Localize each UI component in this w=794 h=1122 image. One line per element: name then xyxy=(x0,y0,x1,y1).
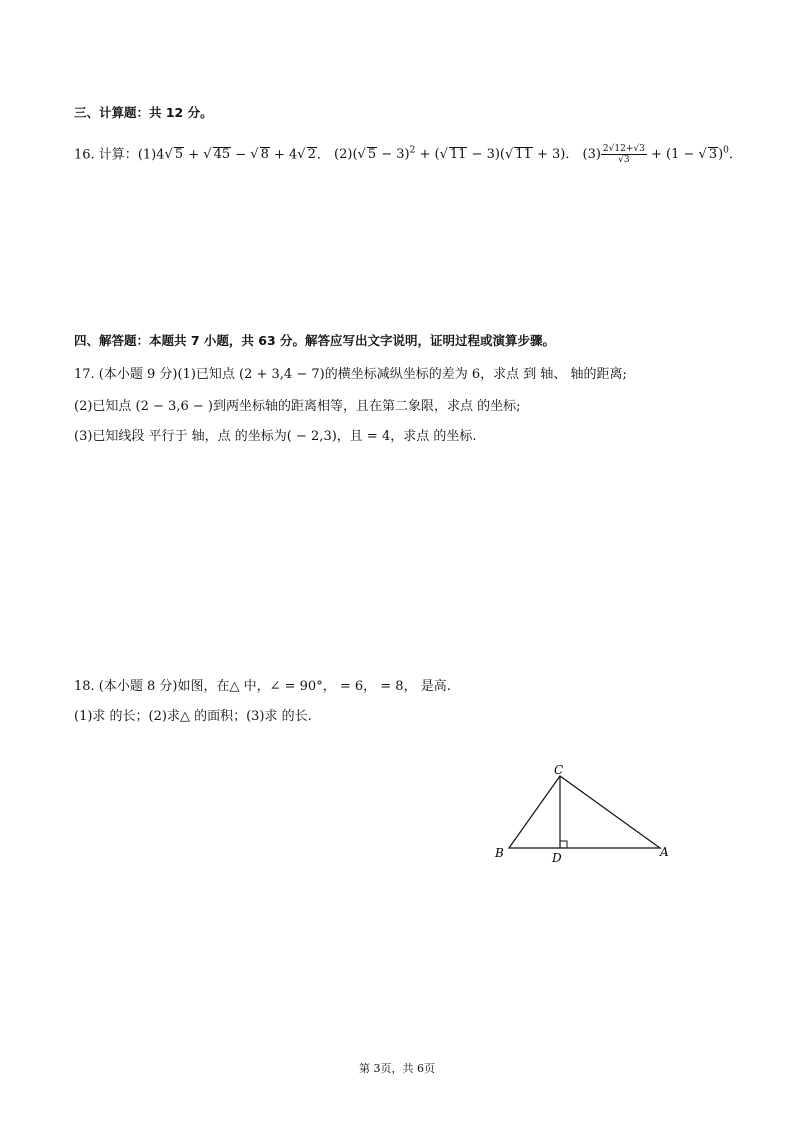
q16-part3: (3) $\frac{2√12+√3}{√3}$ + (1 − √ 3)$^0$． xyxy=(582,144,742,166)
q16-part2: (2)(√ 5 − 3)$^2$ + (√ 11 − 3)(√ 11 + 3)． xyxy=(334,146,579,163)
sqrt-8: √ 8 xyxy=(250,147,269,163)
question-17-line-3: (3)已知线段 平行于 轴，点 的坐标为( − 2,3)，且 = 4，求点 的坐标. xyxy=(74,429,477,444)
fraction: $\frac{2√12+√3}{√3}$ xyxy=(602,144,645,166)
sqrt-45: √ 45 xyxy=(203,147,231,163)
label-c: C xyxy=(554,763,564,777)
q16-p1-a: 4 xyxy=(156,147,165,163)
question-16 xyxy=(74,142,742,165)
triangle-abc xyxy=(509,776,660,848)
page-footer: 第 3页，共 6页 xyxy=(359,1062,435,1075)
q16-part1-label: (1) xyxy=(137,147,157,163)
plus-sign: + xyxy=(184,147,204,163)
question-17-line-2: (2)已知点 (2 − 3,6 − )到两坐标轴的距离相等，且在第二象限，求点 的坐标; xyxy=(74,399,521,414)
question-17-line-1: 17. (本小题 9 分)(1)已知点 (2 + 3,4 − 7)的横坐标减纵坐标的差为 6，求点 到 轴、 轴的距离; xyxy=(74,367,627,382)
right-triangle-figure xyxy=(490,760,680,870)
label-d: D xyxy=(552,851,562,865)
q16-prefix: 16. 计算： xyxy=(74,147,138,163)
p1-end: ． xyxy=(316,147,330,163)
label-b: B xyxy=(495,846,504,860)
right-angle-mark xyxy=(560,841,567,848)
sqrt-2: √ 2 xyxy=(297,147,316,163)
question-18-line-2: (1)求 的长；(2)求△ 的面积；(3)求 的长. xyxy=(74,709,312,724)
plus-four: + 4 xyxy=(269,147,298,163)
question-18-line-1: 18. (本小题 8 分)如图，在△ 中，∠ = 90°， = 6， = 8， 是高. xyxy=(74,679,451,694)
section-4-heading: 四、解答题：本题共 7 小题，共 63 分。解答应写出文字说明，证明过程或演算步骤。 xyxy=(74,333,556,348)
label-a: A xyxy=(660,845,669,859)
minus-sign: − xyxy=(231,147,251,163)
sqrt-5: √ 5 xyxy=(164,147,184,163)
section-3-heading: 三、计算题：共 12 分。 xyxy=(74,105,213,120)
